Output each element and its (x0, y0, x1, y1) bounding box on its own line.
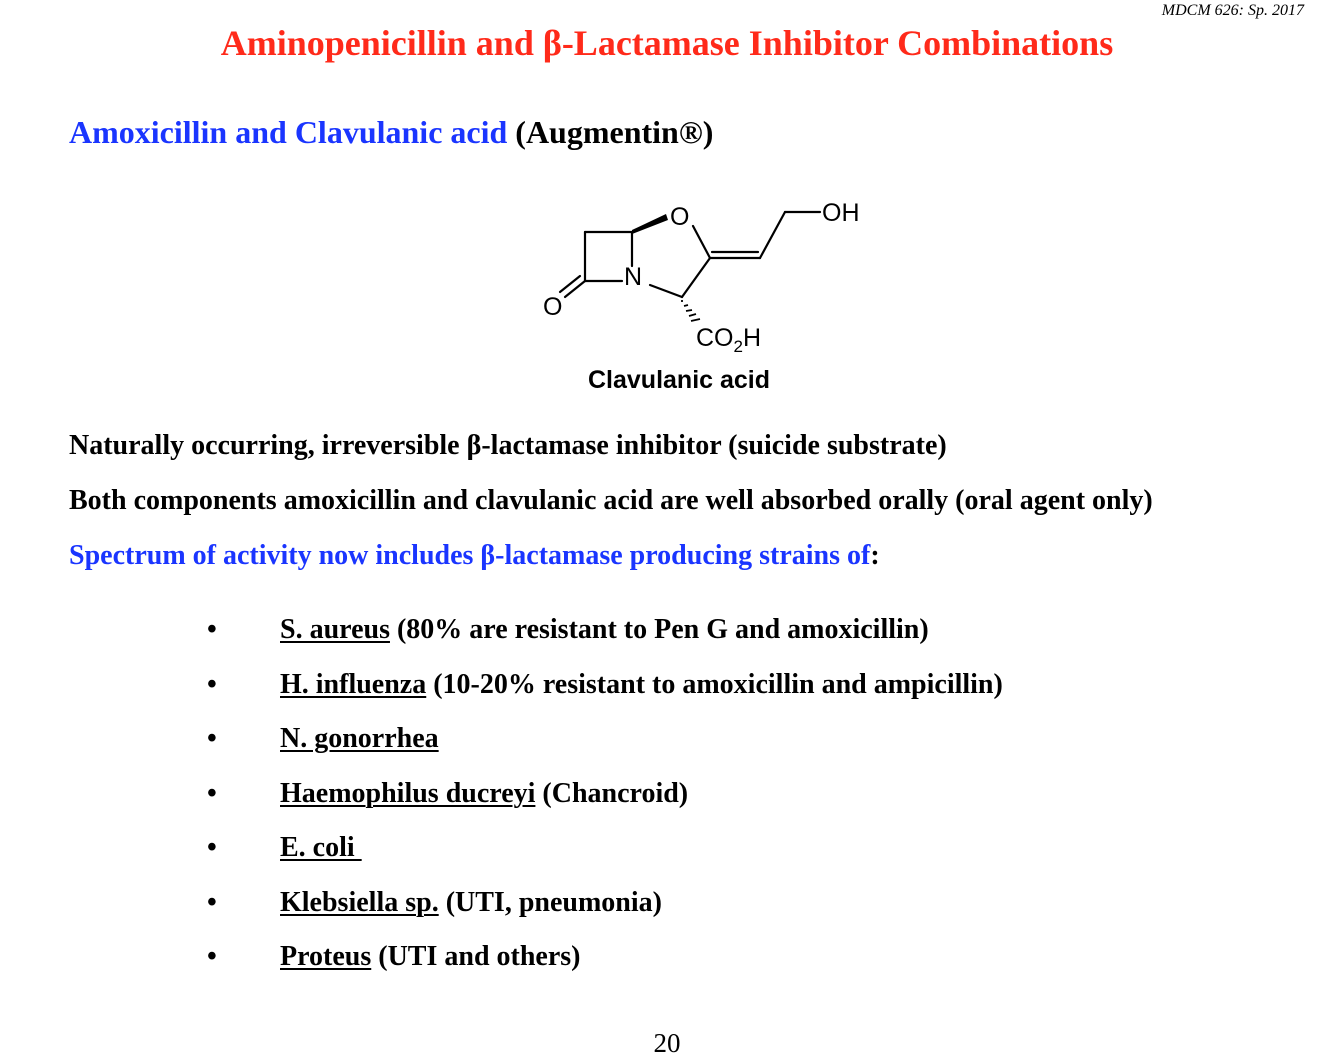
wedge-bond (632, 214, 668, 234)
atom-o-ring: O (670, 203, 690, 231)
bullet-icon: • (207, 668, 217, 700)
page-number: 20 (653, 1028, 681, 1058)
drug-name: Amoxicillin and Clavulanic acid (69, 114, 508, 150)
fact-inhibitor: Naturally occurring, irreversible β-lactamase inhibitor (suicide substrate) (69, 430, 947, 461)
organism-name: Haemophilus ducreyi (280, 777, 536, 809)
organism-name: S. aureus (280, 614, 390, 645)
organism-name: N. gonorrhea (280, 723, 439, 754)
spectrum-colon: : (870, 540, 880, 571)
bullet-icon: • (207, 886, 217, 918)
hashed-bond (681, 301, 700, 321)
organism-note: (10-20% resistant to amoxicillin and ampicillin) (426, 668, 1003, 700)
organism-note: (Chancroid) (535, 777, 689, 809)
structure-caption: Clavulanic acid (588, 366, 771, 394)
brand-name: (Augmentin®) (507, 114, 714, 150)
organism-name: Klebsiella sp. (280, 886, 439, 918)
clavulanic-acid-structure (0, 0, 1334, 420)
organism-name: H. influenza (280, 668, 427, 700)
bond (693, 226, 710, 258)
atom-o-carbonyl: O (543, 293, 563, 321)
fact-spectrum (69, 540, 880, 572)
organism-note: (80% are resistant to Pen G and amoxicillin) (389, 614, 929, 645)
bullet-icon: • (207, 832, 217, 863)
organism-name: E. coli (280, 832, 362, 863)
bullet-icon: • (207, 723, 217, 754)
bond (760, 212, 785, 258)
course-label: MDCM 626: Sp. 2017 (1161, 2, 1304, 19)
group-co2h: $CO_2H$ (696, 324, 762, 356)
organism-note: (UTI, pneumonia) (438, 886, 662, 918)
group-oh: OH (822, 199, 860, 227)
bond (650, 285, 682, 297)
bullet-icon: • (207, 941, 217, 972)
slide-title: Aminopenicillin and β-Lactamase Inhibitor Combinations (220, 23, 1114, 63)
bond (560, 276, 580, 292)
fact-absorption: Both components amoxicillin and clavulanic acid are well absorbed orally (oral agent only) (69, 485, 1153, 516)
bullet-icon: • (207, 614, 217, 645)
bond (682, 258, 710, 297)
bond (565, 281, 585, 297)
organism-name: Proteus (280, 941, 372, 972)
organism-note: (UTI and others) (371, 941, 581, 972)
atom-n: N (624, 263, 643, 291)
spectrum-text: Spectrum of activity now includes β-lactamase producing strains of (69, 540, 871, 571)
bullet-icon: • (207, 777, 217, 809)
